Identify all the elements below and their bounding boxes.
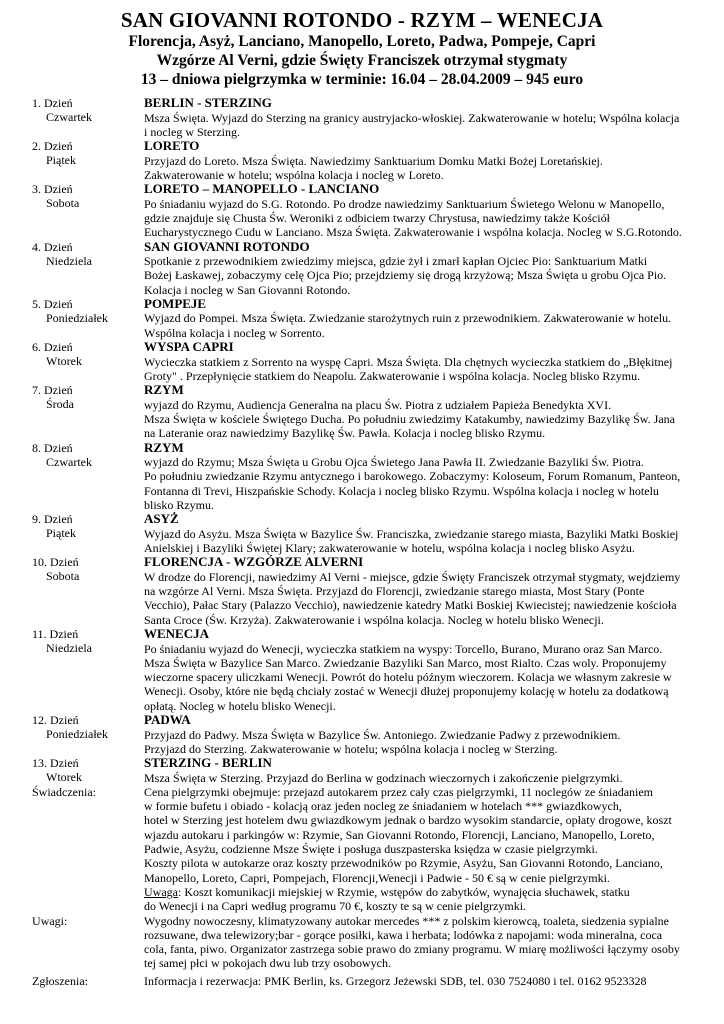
day-body xyxy=(144,297,692,340)
day-number: 4. Dzień xyxy=(32,239,73,254)
day-weekday: Piątek xyxy=(46,526,76,541)
day-weekday: Sobota xyxy=(46,196,80,211)
day-row xyxy=(0,627,724,713)
day-label xyxy=(0,139,144,182)
day-heading: FLORENCJA - WZGÓRZE ALVERNI xyxy=(144,554,364,570)
day-weekday: Niedziela xyxy=(46,641,92,656)
day-label xyxy=(0,96,144,139)
day-body xyxy=(144,340,692,383)
day-label xyxy=(0,240,144,297)
day-body xyxy=(144,627,692,713)
day-text: W drodze do Florencji, nawiedzimy Al Verni - miejsce, gdzie Święty Franciszek otrzymał stygmaty, wejdziemy na wzgórze Al Verni. Msza Święta. Przyjazd do Florencji, zwiedzanie starego miasta, Most Stary (Ponte Vecchio), Pałac Stary (Palazzo Vecchio), nawiedzenie katedry Matki Boskiej Kwiecistej; nawiedzenie kościoła Santa Croce (Św. Krzyża). Zakwaterowanie i wspólna kolacja. Nocleg w hotelu blisko Wenecji. xyxy=(144,569,681,627)
day-heading: BERLIN - STERZING xyxy=(144,95,272,110)
day-number: 2. Dzień xyxy=(32,139,73,154)
day-label xyxy=(0,512,144,555)
subtitle-termin: 13 – dniowa pielgrzymka w terminie: 16.04 – 28.04.2009 – 945 euro xyxy=(140,71,584,88)
day-row xyxy=(0,441,724,513)
day-row xyxy=(0,756,724,785)
day-body xyxy=(144,240,692,297)
day-body xyxy=(144,713,692,756)
swiadczenia-label: Świadczenia: xyxy=(32,784,96,799)
day-row xyxy=(0,383,724,440)
day-text: Przyjazd do Padwy. Msza Święta w Bazylice Św. Antoniego. Zwiedzanie Padwy z przewodnikiem. Przyjazd do Sterzing. Zakwaterowanie w hotelu; wspólna kolacja i nocleg w Sterzing. xyxy=(144,727,621,756)
zgloszenia-text: Informacja i rezerwacja: PMK Berlin, ks. Grzegorz Jeżewski SDB, tel. 030 7524080 i tel. 0162 9523328 xyxy=(144,973,647,988)
day-body xyxy=(144,441,692,513)
day-heading: RZYM xyxy=(144,439,184,455)
day-number: 7. Dzień xyxy=(32,383,73,398)
day-weekday: Poniedziałek xyxy=(46,310,108,325)
subtitle-places: Florencja, Asyż, Lanciano, Manopello, Loreto, Padwa, Pompeje, Capri xyxy=(128,33,596,50)
day-label xyxy=(0,441,144,513)
day-number: 10. Dzień xyxy=(32,555,79,570)
note-label: Uwaga xyxy=(144,884,178,899)
day-body xyxy=(144,139,692,182)
day-text: Wycieczka statkiem z Sorrento na wyspę Capri. Msza Święta. Dla chętnych wycieczka statkiem do „Błękitnej Groty" . Przepłynięcie statkiem do Neapolu. Zakwaterowanie i wspólna kolacja. Nocleg blisko Rzymu. xyxy=(144,354,673,383)
day-text: Msza Święta. Wyjazd do Sterzing na granicy austryjacko-włoskiej. Zakwaterowanie w hotelu; Wspólna kolacja i nocleg w Sterzing. xyxy=(144,110,680,139)
day-weekday: Sobota xyxy=(46,569,80,584)
day-heading: POMPEJE xyxy=(144,295,207,311)
itinerary xyxy=(0,96,724,988)
day-heading: ASYŻ xyxy=(144,511,179,527)
zgloszenia-row xyxy=(0,974,724,988)
day-heading: STERZING - BERLIN xyxy=(144,755,272,771)
day-row xyxy=(0,182,724,239)
day-label xyxy=(0,340,144,383)
note-text: : Koszt komunikacji miejskiej w Rzymie, wstępów do zabytków, wynajęcia słuchawek, statku do Wenecji i na Capri według programu 70 €, koszty te są w cenie pielgrzymki. xyxy=(144,884,630,914)
day-text: Po śniadaniu wyjazd do S.G. Rotondo. Po drodze nawiedzimy Sanktuarium Świetego Welonu w Manopello, gdzie znajduje się Chusta Św. Weroniki z odbiciem twarzy Chrystusa, nawiedzimy także Kościół Eucharystycznego Cudu w Lanciano. Msza Święta. Zakwaterowanie i wspólna kolacja. Nocleg w S.G.Rotondo. xyxy=(144,196,682,240)
day-weekday: Wtorek xyxy=(46,354,82,369)
day-heading: RZYM xyxy=(144,382,184,398)
swiadczenia-text: Cena pielgrzymki obejmuje: przejazd autokarem przez cały czas pielgrzymki, 11 noclegów ze śniadaniem w formie bufetu i obiado - kolacją oraz jeden nocleg ze śniadaniem w hotelach *** gwiazdkowych, hotel w Sterzing jest hotelem dwu gwiazdkowym jednak o bardzo wysokim standarcie, opłaty drogowe, koszt wjazdu autokaru i parkingów w: Rzymie, San Giovanni Rotondo, Florencji, Lanciano, Manopello, Loreto, Padwie, Asyżu, codzienne Msze Święte i posługa duszpasterska księdza w czasie pielgrzymki. Koszty pilota w autokarze oraz koszty przewodników po Rzymie, Asyżu, San Giovanni Rotondo, Lanciano, Manopello, Loreto, Capri, Pompejach, Florencji,Wenecji i Padwie - 50 € są w cenie pielgrzymki. xyxy=(144,784,672,885)
day-weekday: Czwartek xyxy=(46,110,92,124)
day-text: Przyjazd do Loreto. Msza Święta. Nawiedzimy Sanktuarium Domku Matki Bożej Loretańskiej. Zakwaterowanie w hotelu; wspólna kolacja i nocleg w Loreto. xyxy=(144,153,603,182)
day-label xyxy=(0,756,144,785)
day-number: 12. Dzień xyxy=(32,713,79,727)
day-weekday: Poniedziałek xyxy=(46,727,108,741)
day-number: 11. Dzień xyxy=(32,627,79,642)
day-heading: PADWA xyxy=(144,712,191,727)
day-heading: WENECJA xyxy=(144,626,210,642)
day-body xyxy=(144,555,692,627)
document-header xyxy=(0,0,724,89)
day-heading: LORETO xyxy=(144,138,200,154)
day-text: wyjazd do Rzymu, Audiencja Generalna na placu Św. Piotra z udziałem Papieża Benedykta XVI. Msza Święta w kościele Świętego Ducha. Po południu zwiedzimy Katakumby, nawiedzimy Bazylikę Św. Jana na Lateranie oraz nawiedzimy Bazylikę Św. Pawła. Kolacja i nocleg blisko Rzymu. xyxy=(144,397,675,441)
day-body xyxy=(144,756,692,785)
day-row xyxy=(0,512,724,555)
swiadczenia-note xyxy=(144,885,692,914)
day-text: Spotkanie z przewodnikiem zwiedzimy miejsca, gdzie żył i zmarł kapłan Ojciec Pio: Sanktuarium Matki Bożej Łaskawej, zobaczymy celę Ojca Pio; przejdziemy się drogą krzyżową; Msza Święta u grobu Ojca Pio. Kolacja i nocleg w San Giovanni Rotondo. xyxy=(144,254,667,297)
day-weekday: Czwartek xyxy=(46,454,92,469)
day-text: Wyjazd do Pompei. Msza Święta. Zwiedzanie starożytnych ruin z przewodnikiem. Zakwaterowanie w hotelu. Wspólna kolacja i nocleg w Sorrento. xyxy=(144,311,672,340)
zgloszenia-label: Zgłoszenia: xyxy=(32,973,88,988)
day-label xyxy=(0,383,144,440)
day-number: 13. Dzień xyxy=(32,756,79,771)
uwagi-label: Uwagi: xyxy=(32,913,68,928)
day-row xyxy=(0,139,724,182)
day-label xyxy=(0,297,144,340)
day-label xyxy=(0,627,144,713)
day-label xyxy=(0,713,144,756)
subtitle-stygmaty: Wzgórze Al Verni, gdzie Święty Franciszek otrzymał stygmaty xyxy=(156,52,568,69)
day-row xyxy=(0,96,724,139)
day-weekday: Środa xyxy=(46,397,74,412)
day-heading: WYSPA CAPRI xyxy=(144,339,234,355)
day-text: Wyjazd do Asyżu. Msza Święta w Bazylice Św. Franciszka, zwiedzanie starego miasta, Bazyliki Matki Boskiej Anielskiej i Bazyliki Świętej Klary; zakwaterowanie w hotelu, wspólna kolacja i nocleg blisko Asyżu. xyxy=(144,526,679,556)
day-row xyxy=(0,240,724,297)
day-body xyxy=(144,182,692,239)
day-text: Msza Święta w Sterzing. Przyjazd do Berlina w godzinach wieczornych i zakończenie pielgrzymki. xyxy=(144,770,623,785)
day-body xyxy=(144,383,692,440)
day-weekday: Piątek xyxy=(46,153,76,168)
day-heading: SAN GIOVANNI ROTONDO xyxy=(144,238,310,254)
day-number: 1. Dzień xyxy=(32,96,73,110)
day-number: 6. Dzień xyxy=(32,340,73,355)
uwagi-text: Wygodny nowoczesny, klimatyzowany autokar mercedes *** z polskim kierowcą, toaleta, siedzenia sypialne rozsuwane, dwa telewizory;bar - gorące posiłki, kawa i herbata; lodówka z napojami: woda mineralna, coca cola, fanta, piwo. Organizator zastrzega sobie prawo do zmiany programu. W miarę możliwości łączymy osoby tej samej płci w pokojach dwu lub trzy osobowych. xyxy=(144,913,680,971)
day-heading: LORETO – MANOPELLO - LANCIANO xyxy=(144,181,380,197)
day-row xyxy=(0,555,724,627)
swiadczenia-row xyxy=(0,785,724,914)
swiadczenia-body xyxy=(144,785,692,914)
day-weekday: Wtorek xyxy=(46,770,82,785)
day-body xyxy=(144,512,692,555)
day-label xyxy=(0,555,144,627)
day-number: 8. Dzień xyxy=(32,440,73,455)
day-row xyxy=(0,340,724,383)
day-text: wyjazd do Rzymu; Msza Święta u Grobu Ojca Świetego Jana Pawła II. Zwiedzanie Bazyliki Św. Piotra. Po południu zwiedzanie Rzymu antycznego i barokowego. Zobaczymy: Koloseum, Forum Romanum, Panteon, Fontanna di Trevi, Hiszpańskie Schody. Kolacja i nocleg blisko Rzymu. Wspólna kolacja i nocleg w hotelu blisko Rzymu. xyxy=(144,455,681,512)
day-row xyxy=(0,713,724,756)
day-number: 3. Dzień xyxy=(32,182,73,197)
day-weekday: Niedziela xyxy=(46,253,92,268)
day-label xyxy=(0,182,144,239)
day-body xyxy=(144,96,692,139)
day-text: Po śniadaniu wyjazd do Wenecji, wycieczka statkiem na wyspy: Torcello, Burano, Murano oraz San Marco. Msza Święta w Bazylice San Marco. Zwiedzanie Bazyliki San Marco, most Rialto. Czas woly. Proponujemy wieczorne spacery uliczkami Wenecji. Powrót do hotelu późnym wieczorem. Kolacja we własnym zakresie w Wenecji. Osoby, które nie będą chciały zostać w Wenecji dłużej proponujemy kolację w hotelu za dodatkową opłatą. Nocleg w hotelu blisko Wenecji. xyxy=(144,641,672,713)
day-row xyxy=(0,297,724,340)
uwagi-row xyxy=(0,914,724,971)
day-number: 5. Dzień xyxy=(32,296,73,311)
day-number: 9. Dzień xyxy=(32,512,73,527)
document-title: SAN GIOVANNI ROTONDO - RZYM – WENECJA xyxy=(120,8,604,32)
